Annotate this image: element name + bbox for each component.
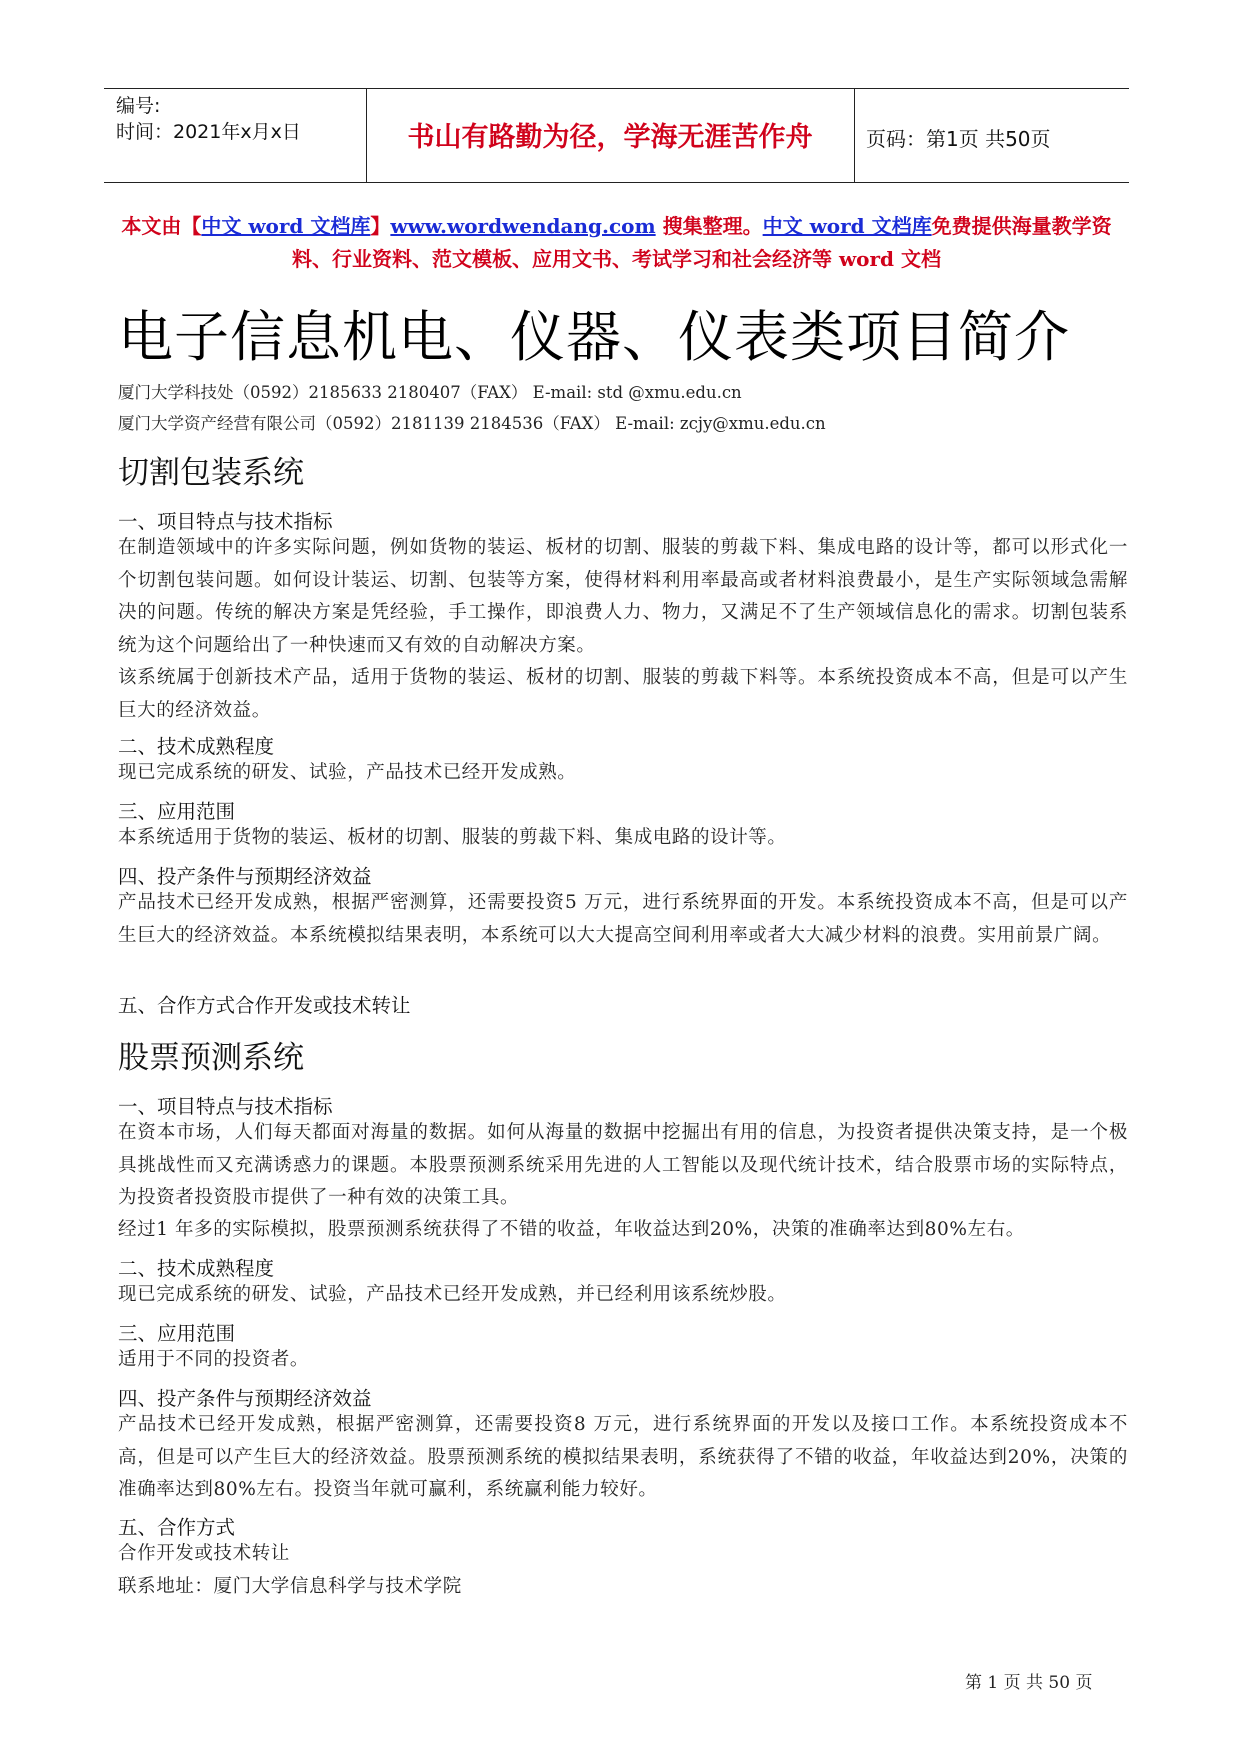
- section-heading: 五、合作方式合作开发或技术转让: [118, 994, 411, 1017]
- section-heading: 五、合作方式: [118, 1516, 236, 1539]
- contact-line: 厦门大学科技处（0592）2185633 2180407（FAX） E-mail: std @xmu.edu.cn: [118, 383, 742, 402]
- paragraph: 现已完成系统的研发、试验，产品技术已经开发成熟。: [118, 762, 577, 783]
- document-title: 电子信息机电、仪器、仪表类项目简介: [118, 305, 1071, 369]
- paragraph: 联系地址：厦门大学信息科学与技术学院: [118, 1576, 462, 1597]
- section-title: 切割包装系统: [118, 455, 304, 491]
- time-label: 时间：2021年x月x日: [116, 121, 301, 143]
- paragraph: 在资本市场，人们每天都面对海量的数据。如何从海量的数据中挖掘出有用的信息，为投资者提供决策支持，是一个极具挑战性而又充满诱惑力的课题。本股票预测系统采用先进的人工智能以及现代统计技术，结合股票市场的实际特点，为投资者投资股市提供了一种有效的决策工具。: [118, 1122, 1128, 1209]
- section-heading: 一、项目特点与技术指标: [118, 1095, 333, 1118]
- number-label: 编号:: [116, 95, 161, 117]
- paragraph: 本系统适用于货物的装运、板材的切割、服装的剪裁下料、集成电路的设计等。: [118, 827, 787, 848]
- section-heading: 二、技术成熟程度: [118, 1257, 275, 1280]
- promo-mid: 】: [370, 214, 391, 238]
- section-heading: 四、投产条件与预期经济效益: [118, 865, 372, 888]
- paragraph: 经过1 年多的实际模拟，股票预测系统获得了不错的收益，年收益达到20%，决策的准确率达到80%左右。: [118, 1219, 1025, 1240]
- promo-link-library[interactable]: 中文 word 文档库: [762, 214, 932, 238]
- paragraph: 产品技术已经开发成熟，根据严密测算，还需要投资8 万元，进行系统界面的开发以及接口工作。本系统投资成本不高，但是可以产生巨大的经济效益。股票预测系统的模拟结果表明，系统获得了不错的收益，年收益达到20%，决策的准确率达到80%左右。投资当年就可赢利，系统赢利能力较好。: [118, 1414, 1128, 1501]
- header-meta: [116, 93, 366, 145]
- promo-mid: 搜集整理。: [655, 214, 763, 238]
- promo-link-library[interactable]: 中文 word 文档库: [201, 214, 371, 238]
- paragraph: 现已完成系统的研发、试验，产品技术已经开发成熟，并已经利用该系统炒股。: [118, 1284, 787, 1305]
- section-heading: 三、应用范围: [118, 1322, 236, 1345]
- header-page-code: 页码：第1页 共50页: [866, 127, 1051, 151]
- paragraph: 产品技术已经开发成熟，根据严密测算，还需要投资5 万元，进行系统界面的开发。本系统投资成本不高，但是可以产生巨大的经济效益。本系统模拟结果表明，本系统可以大大提高空间利用率或者大大减少材料的浪费。实用前景广阔。: [118, 892, 1128, 946]
- header-divider: [854, 89, 855, 182]
- section-heading: 一、项目特点与技术指标: [118, 510, 333, 533]
- page-footer: 第 1 页 共 50 页: [965, 1673, 1093, 1693]
- paragraph: 适用于不同的投资者。: [118, 1349, 310, 1370]
- header-motto: 书山有路勤为径，学海无涯苦作舟: [407, 122, 813, 153]
- paragraph: 合作开发或技术转让: [118, 1543, 290, 1564]
- paragraph: 在制造领域中的许多实际问题，例如货物的装运、板材的切割、服装的剪裁下料、集成电路的设计等，都可以形式化一个切割包装问题。如何设计装运、切割、包装等方案，使得材料利用率最高或者材料浪费最小，是生产实际领域急需解决的问题。传统的解决方案是凭经验，手工操作，即浪费人力、物力，又满足不了生产领域信息化的需求。切割包装系统为这个问题给出了一种快速而又有效的自动解决方案。: [118, 537, 1128, 656]
- promo-link-url[interactable]: www.wordwendang.com: [390, 214, 656, 238]
- section-heading: 二、技术成熟程度: [118, 735, 275, 758]
- section-title: 股票预测系统: [118, 1040, 304, 1076]
- section-heading: 三、应用范围: [118, 800, 236, 823]
- section-heading: 四、投产条件与预期经济效益: [118, 1387, 372, 1410]
- header-table: [104, 88, 1129, 183]
- promo-suffix: 免费提供海量教学资料、行业资料、范文模板、应用文书、考试学习和社会经济等 word 文档: [291, 214, 1112, 271]
- promo-banner: [104, 210, 1129, 276]
- contact-line: 厦门大学资产经营有限公司（0592）2181139 2184536（FAX） E-mail: zcjy@xmu.edu.cn: [118, 414, 826, 433]
- promo-prefix: 本文由【: [121, 214, 202, 238]
- paragraph: 该系统属于创新技术产品，适用于货物的装运、板材的切割、服装的剪裁下料等。本系统投资成本不高，但是可以产生巨大的经济效益。: [118, 667, 1128, 721]
